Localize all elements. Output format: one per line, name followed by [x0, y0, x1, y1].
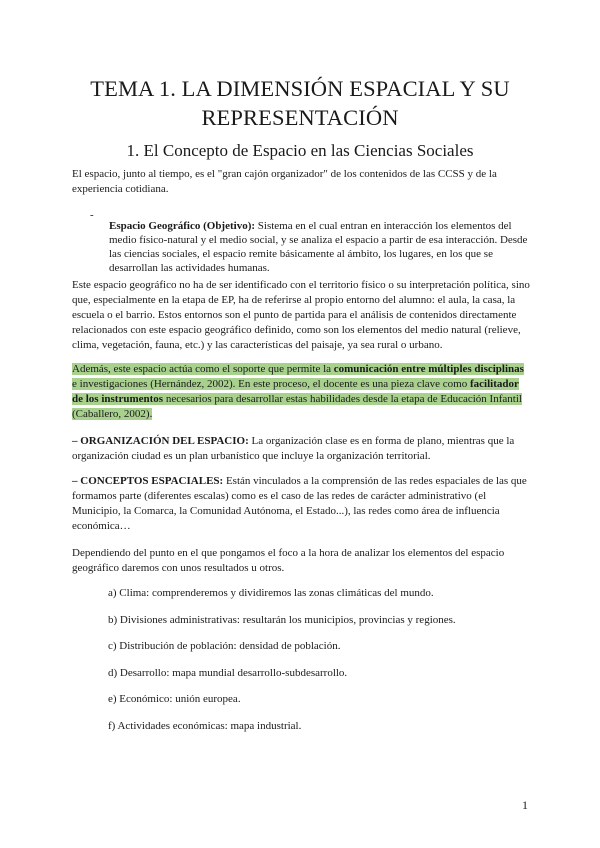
highlight-bold-1: comunicación entre múltiples disciplinas: [333, 363, 524, 375]
list-item: f) Actividades económicas: mapa industrial.: [108, 720, 302, 732]
page-number: 1: [522, 798, 528, 812]
highlight-text-2: e investigaciones (Hernández, 2002). En este proceso, el docente es una pieza clave como: [72, 378, 470, 390]
conceptos-paragraph: [72, 474, 530, 534]
organizacion-text: La organización clase es en forma de plano, mientras que la organización ciudad es un plan urbanístico que incluye la organización territorial.: [72, 435, 515, 462]
bullet-item: [109, 219, 531, 275]
list-item: e) Económico: unión europea.: [108, 693, 241, 705]
conceptos-text: Están vinculados a la comprensión de las redes espaciales de las que formamos parte (diferentes escalas) como es el caso de las redes de carácter administrativo (el Municipio, la Comarca, la Comunidad Autónoma, el Estado...), las redes como área de influencia económica…: [72, 475, 527, 532]
list-item: a) Clima: comprenderemos y dividiremos las zonas climáticas del mundo.: [108, 587, 434, 599]
list-item: c) Distribución de población: densidad de población.: [108, 640, 341, 652]
bullet-marker: -: [90, 209, 94, 221]
conceptos-term: – CONCEPTOS ESPACIALES:: [72, 475, 224, 487]
highlight-text-3: necesarios para desarrollar estas habilidades desde la etapa de Educación Infantil (Caballero, 2002).: [72, 393, 522, 420]
bullet-description: Sistema en el cual entran en interacción los elementos del medio físico-natural y el medio social, y se analiza el espacio a partir de esa interacción. Desde las ciencias sociales, el espacio remite básicamente al ámbito, los lugares, en los que se desarrollan las actividades humanas.: [109, 220, 528, 274]
highlighted-paragraph: [72, 362, 530, 422]
highlight-text-1: Además, este espacio actúa como el soporte que permite la: [72, 363, 334, 375]
bullet-term: Espacio Geográfico (Objetivo):: [109, 220, 256, 232]
list-item: d) Desarrollo: mapa mundial desarrollo-subdesarrollo.: [108, 667, 348, 679]
organizacion-paragraph: [72, 434, 530, 464]
paragraph-espacio-geografico: Este espacio geográfico no ha de ser identificado con el territorio físico o su interpretación política, sino que, especialmente en la etapa de EP, ha de referirse al propio entorno del alumno: el aula, la casa, la escuela o el barrio. Estos entornos son el punto de partida para el análisis de contenidos directamente relacionados con este espacio geográfico definido, como son los elementos del medio natural (relieve, clima, vegetación, fauna, etc.) y las características del paisaje, ya sea rural o urbano.: [72, 279, 530, 351]
highlight-bold-2: facilitador de los instrumentos: [72, 378, 519, 405]
list-item: b) Divisiones administrativas: resultarán los municipios, provincias y regiones.: [108, 614, 456, 626]
paragraph-foco: Dependiendo del punto en el que pongamos el foco a la hora de analizar los elementos del espacio geográfico daremos con unos resultados u otros.: [72, 547, 505, 574]
intro-paragraph: El espacio, junto al tiempo, es el "gran cajón organizador" de los contenidos de las CCSS y de la experiencia cotidiana.: [72, 168, 497, 195]
section-heading: 1. El Concepto de Espacio en las Ciencias Sociales: [126, 141, 474, 160]
organizacion-term: – ORGANIZACIÓN DEL ESPACIO:: [72, 435, 249, 447]
document-title: TEMA 1. LA DIMENSIÓN ESPACIAL Y SU REPRESENTACIÓN: [90, 76, 510, 130]
